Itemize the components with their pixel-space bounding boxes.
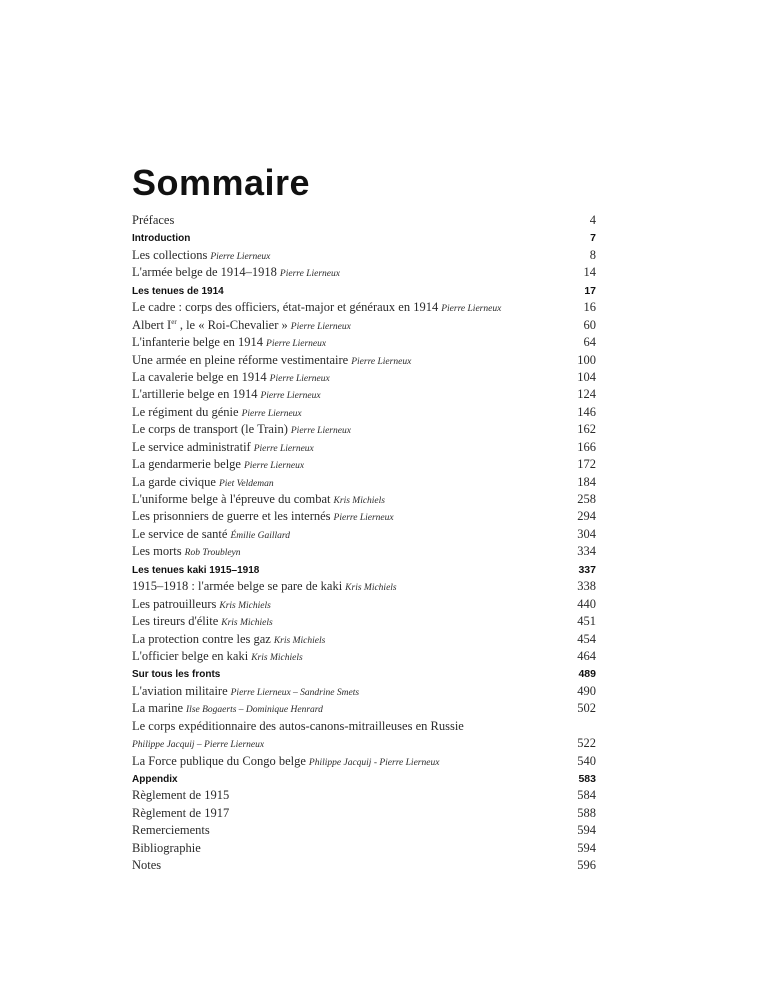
toc-page-number: 464 (577, 648, 596, 663)
toc-entry-title: L'officier belge en kaki (132, 648, 249, 663)
toc-entry-title: Le service administratif (132, 439, 251, 454)
toc-entry-author: Kris Michiels (219, 600, 271, 611)
toc-entry-author: Pierre Lierneux (279, 269, 340, 280)
toc-page-number: 304 (577, 526, 596, 541)
toc-page-number: 338 (577, 579, 596, 594)
toc-entry-author: Pierre Lierneux (351, 356, 412, 367)
toc-section-heading (132, 560, 596, 577)
toc-entry-title: Les prisonniers de guerre et les internés (132, 509, 331, 524)
toc-page-number: 337 (578, 563, 596, 576)
toc-entry-title: Remerciements (132, 823, 210, 838)
toc-entry (132, 246, 596, 263)
toc-entry-text (132, 821, 577, 839)
toc-entry-title: Les collections (132, 247, 208, 262)
toc-entry-title: Règlement de 1917 (132, 805, 230, 820)
toc-entry (132, 734, 596, 751)
toc-page-number: 502 (577, 701, 596, 716)
toc-section-heading (132, 228, 596, 245)
toc-entry-title: Introduction (132, 233, 191, 245)
toc-entry-title: Les tenues kaki 1915–1918 (132, 564, 260, 576)
toc-entry-title: Bibliographie (132, 840, 201, 855)
toc-entry (132, 298, 596, 315)
toc-page-number: 489 (578, 668, 596, 681)
toc-entry (132, 455, 596, 472)
toc-page-number: 294 (577, 509, 596, 524)
toc-entry (132, 717, 596, 734)
toc-entry-author: Kris Michiels (345, 583, 397, 594)
toc-page-number: 162 (577, 422, 596, 437)
toc-entry-title: Le cadre : corps des officiers, état-major et généraux en 1914 (132, 300, 439, 315)
toc-entry-author: Pierre Lierneux (210, 251, 271, 262)
toc-entry (132, 612, 596, 629)
toc-section-heading (132, 281, 596, 298)
toc-page-number: 104 (577, 369, 596, 384)
toc-entry-title: Préfaces (132, 213, 175, 227)
toc-entry (132, 473, 596, 490)
toc-entry-title: Le régiment du génie (132, 404, 239, 419)
toc-page-number: 124 (577, 387, 596, 402)
toc-page-number: 522 (577, 736, 596, 751)
toc-entry-title: Le service de santé (132, 526, 228, 541)
toc-page-number: 14 (583, 265, 596, 280)
toc-entry-title: Appendix (132, 774, 178, 785)
toc-page-number: 454 (577, 631, 596, 646)
toc-page-number: 146 (577, 404, 596, 419)
toc-page-number: 258 (577, 492, 596, 506)
toc-page-number: 584 (577, 788, 596, 803)
toc-entry-text (132, 856, 577, 874)
toc-entry-title: 1915–1918 : l'armée belge se pare de kaki (132, 579, 343, 594)
toc-entry (132, 542, 596, 559)
toc-page-number: 17 (584, 284, 596, 297)
toc-entry (132, 211, 596, 228)
toc-page-number: 588 (577, 805, 596, 820)
toc-entry-title: La protection contre les gaz (132, 631, 271, 646)
toc-entry (132, 368, 596, 385)
toc-entry-author: Pierre Lierneux (266, 339, 327, 350)
toc-entry-author: Pierre Lierneux (241, 408, 302, 419)
toc-entry-title: La gendarmerie belge (132, 457, 241, 472)
toc-page-number: 451 (577, 614, 596, 629)
toc-page-number: 440 (577, 596, 596, 611)
toc-page-number: 490 (577, 683, 596, 698)
toc-entry-author: Pierre Lierneux (333, 513, 394, 524)
toc-page-number: 16 (583, 300, 596, 315)
toc-page-number: 583 (578, 773, 596, 785)
toc-entry-author: Kris Michiels (333, 496, 385, 506)
toc-entry-author: Émilie Gaillard (230, 530, 290, 541)
toc-page-number: 594 (577, 840, 596, 855)
toc-entry (132, 682, 596, 699)
toc-entry-title: Les patrouilleurs (132, 596, 217, 611)
toc-page-number: 184 (577, 474, 596, 489)
toc-entry-title: Albert Ier , le « Roi-Chevalier » (132, 317, 288, 332)
toc-entry (132, 752, 596, 769)
toc-page-number: 334 (577, 544, 596, 559)
toc-page-number: 100 (577, 352, 596, 367)
toc-entry (132, 351, 596, 368)
toc-page-number: 60 (583, 317, 596, 332)
toc-section-heading (132, 769, 596, 786)
toc-entry-title: L'aviation militaire (132, 683, 228, 698)
toc-entry-author: Pierre Lierneux – Sandrine Smets (230, 687, 360, 698)
toc-entry-title: Les morts (132, 544, 182, 559)
toc-page-number: 540 (577, 753, 596, 768)
toc-page-number: 7 (590, 232, 596, 245)
toc-entry-text (132, 786, 577, 804)
toc-entry (132, 804, 596, 821)
toc-entry (132, 403, 596, 420)
toc-page-number: 594 (577, 823, 596, 838)
toc-page-number: 8 (589, 247, 596, 262)
toc-entry-title: Sur tous les fronts (132, 669, 221, 681)
toc-entry-text (132, 211, 590, 229)
toc-entry (132, 595, 596, 612)
toc-entry-author: Pierre Lierneux (253, 443, 314, 454)
toc-entry-text (132, 804, 577, 822)
toc-section-heading (132, 664, 596, 681)
toc-entry-author: Kris Michiels (251, 652, 303, 663)
toc-entry (132, 856, 596, 873)
toc-entry-title: La marine (132, 701, 184, 716)
page-title: Sommaire (132, 162, 311, 203)
toc-entry-author: Pierre Lierneux (290, 426, 351, 437)
toc-entry-title: Une armée en pleine réforme vestimentaire (132, 352, 349, 367)
toc-entry-title: L'artillerie belge en 1914 (132, 387, 258, 402)
toc-entry-text (132, 839, 577, 857)
toc-entry (132, 490, 596, 507)
toc-entry-title: Le corps de transport (le Train) (132, 422, 288, 437)
toc-entry (132, 647, 596, 664)
toc-entry (132, 420, 596, 437)
toc-entry-author: Pierre Lierneux (260, 391, 321, 402)
toc-entry-author: Rob Troubleyn (184, 548, 241, 559)
toc-page-number: 4 (589, 213, 596, 227)
toc-entry-author: Kris Michiels (221, 618, 273, 629)
toc-entry-title: Règlement de 1915 (132, 788, 230, 803)
toc-entry-author: Pierre Lierneux (269, 373, 330, 384)
toc-entry-title: L'armée belge de 1914–1918 (132, 265, 277, 280)
toc-entry-title: La garde civique (132, 474, 216, 489)
table-of-contents (132, 211, 596, 874)
toc-entry (132, 839, 596, 856)
toc-entry-author: Pierre Lierneux (290, 321, 351, 332)
toc-entry-author: Ilse Bogaerts – Dominique Henrard (186, 705, 323, 716)
toc-entry-author: Pierre Lierneux (441, 304, 502, 315)
toc-entry (132, 630, 596, 647)
toc-entry-title: Les tenues de 1914 (132, 285, 224, 297)
toc-entry-title: Les tireurs d'élite (132, 614, 219, 629)
toc-entry (132, 438, 596, 455)
toc-page-number: 166 (577, 439, 596, 454)
toc-entry (132, 507, 596, 524)
toc-entry-author: Piet Veldeman (218, 478, 274, 489)
toc-entry (132, 385, 596, 402)
toc-entry (132, 577, 596, 594)
toc-entry (132, 699, 596, 716)
toc-entry-author: Philippe Jacquij – Pierre Lierneux (132, 740, 265, 751)
toc-entry-title: La cavalerie belge en 1914 (132, 369, 267, 384)
toc-entry (132, 786, 596, 803)
toc-page-number: 64 (583, 335, 596, 350)
toc-entry-title: La Force publique du Congo belge (132, 753, 306, 768)
toc-entry-text (132, 717, 596, 735)
toc-entry-author: Philippe Jacquij - Pierre Lierneux (308, 757, 440, 768)
toc-entry (132, 263, 596, 280)
toc-page-number: 172 (577, 457, 596, 472)
toc-entry-title: L'infanterie belge en 1914 (132, 335, 264, 350)
toc-entry-title: L'uniforme belge à l'épreuve du combat (132, 492, 331, 506)
toc-entry-author: Kris Michiels (273, 635, 326, 646)
toc-entry-title: Notes (132, 858, 162, 873)
toc-entry (132, 821, 596, 838)
toc-entry-author: Pierre Lierneux (243, 461, 305, 472)
toc-entry (132, 333, 596, 350)
toc-page-number: 596 (577, 858, 596, 873)
toc-entry (132, 316, 596, 333)
toc-entry-title: Le corps expéditionnaire des autos-canons-mitrailleuses en Russie (132, 718, 464, 733)
toc-entry (132, 525, 596, 542)
